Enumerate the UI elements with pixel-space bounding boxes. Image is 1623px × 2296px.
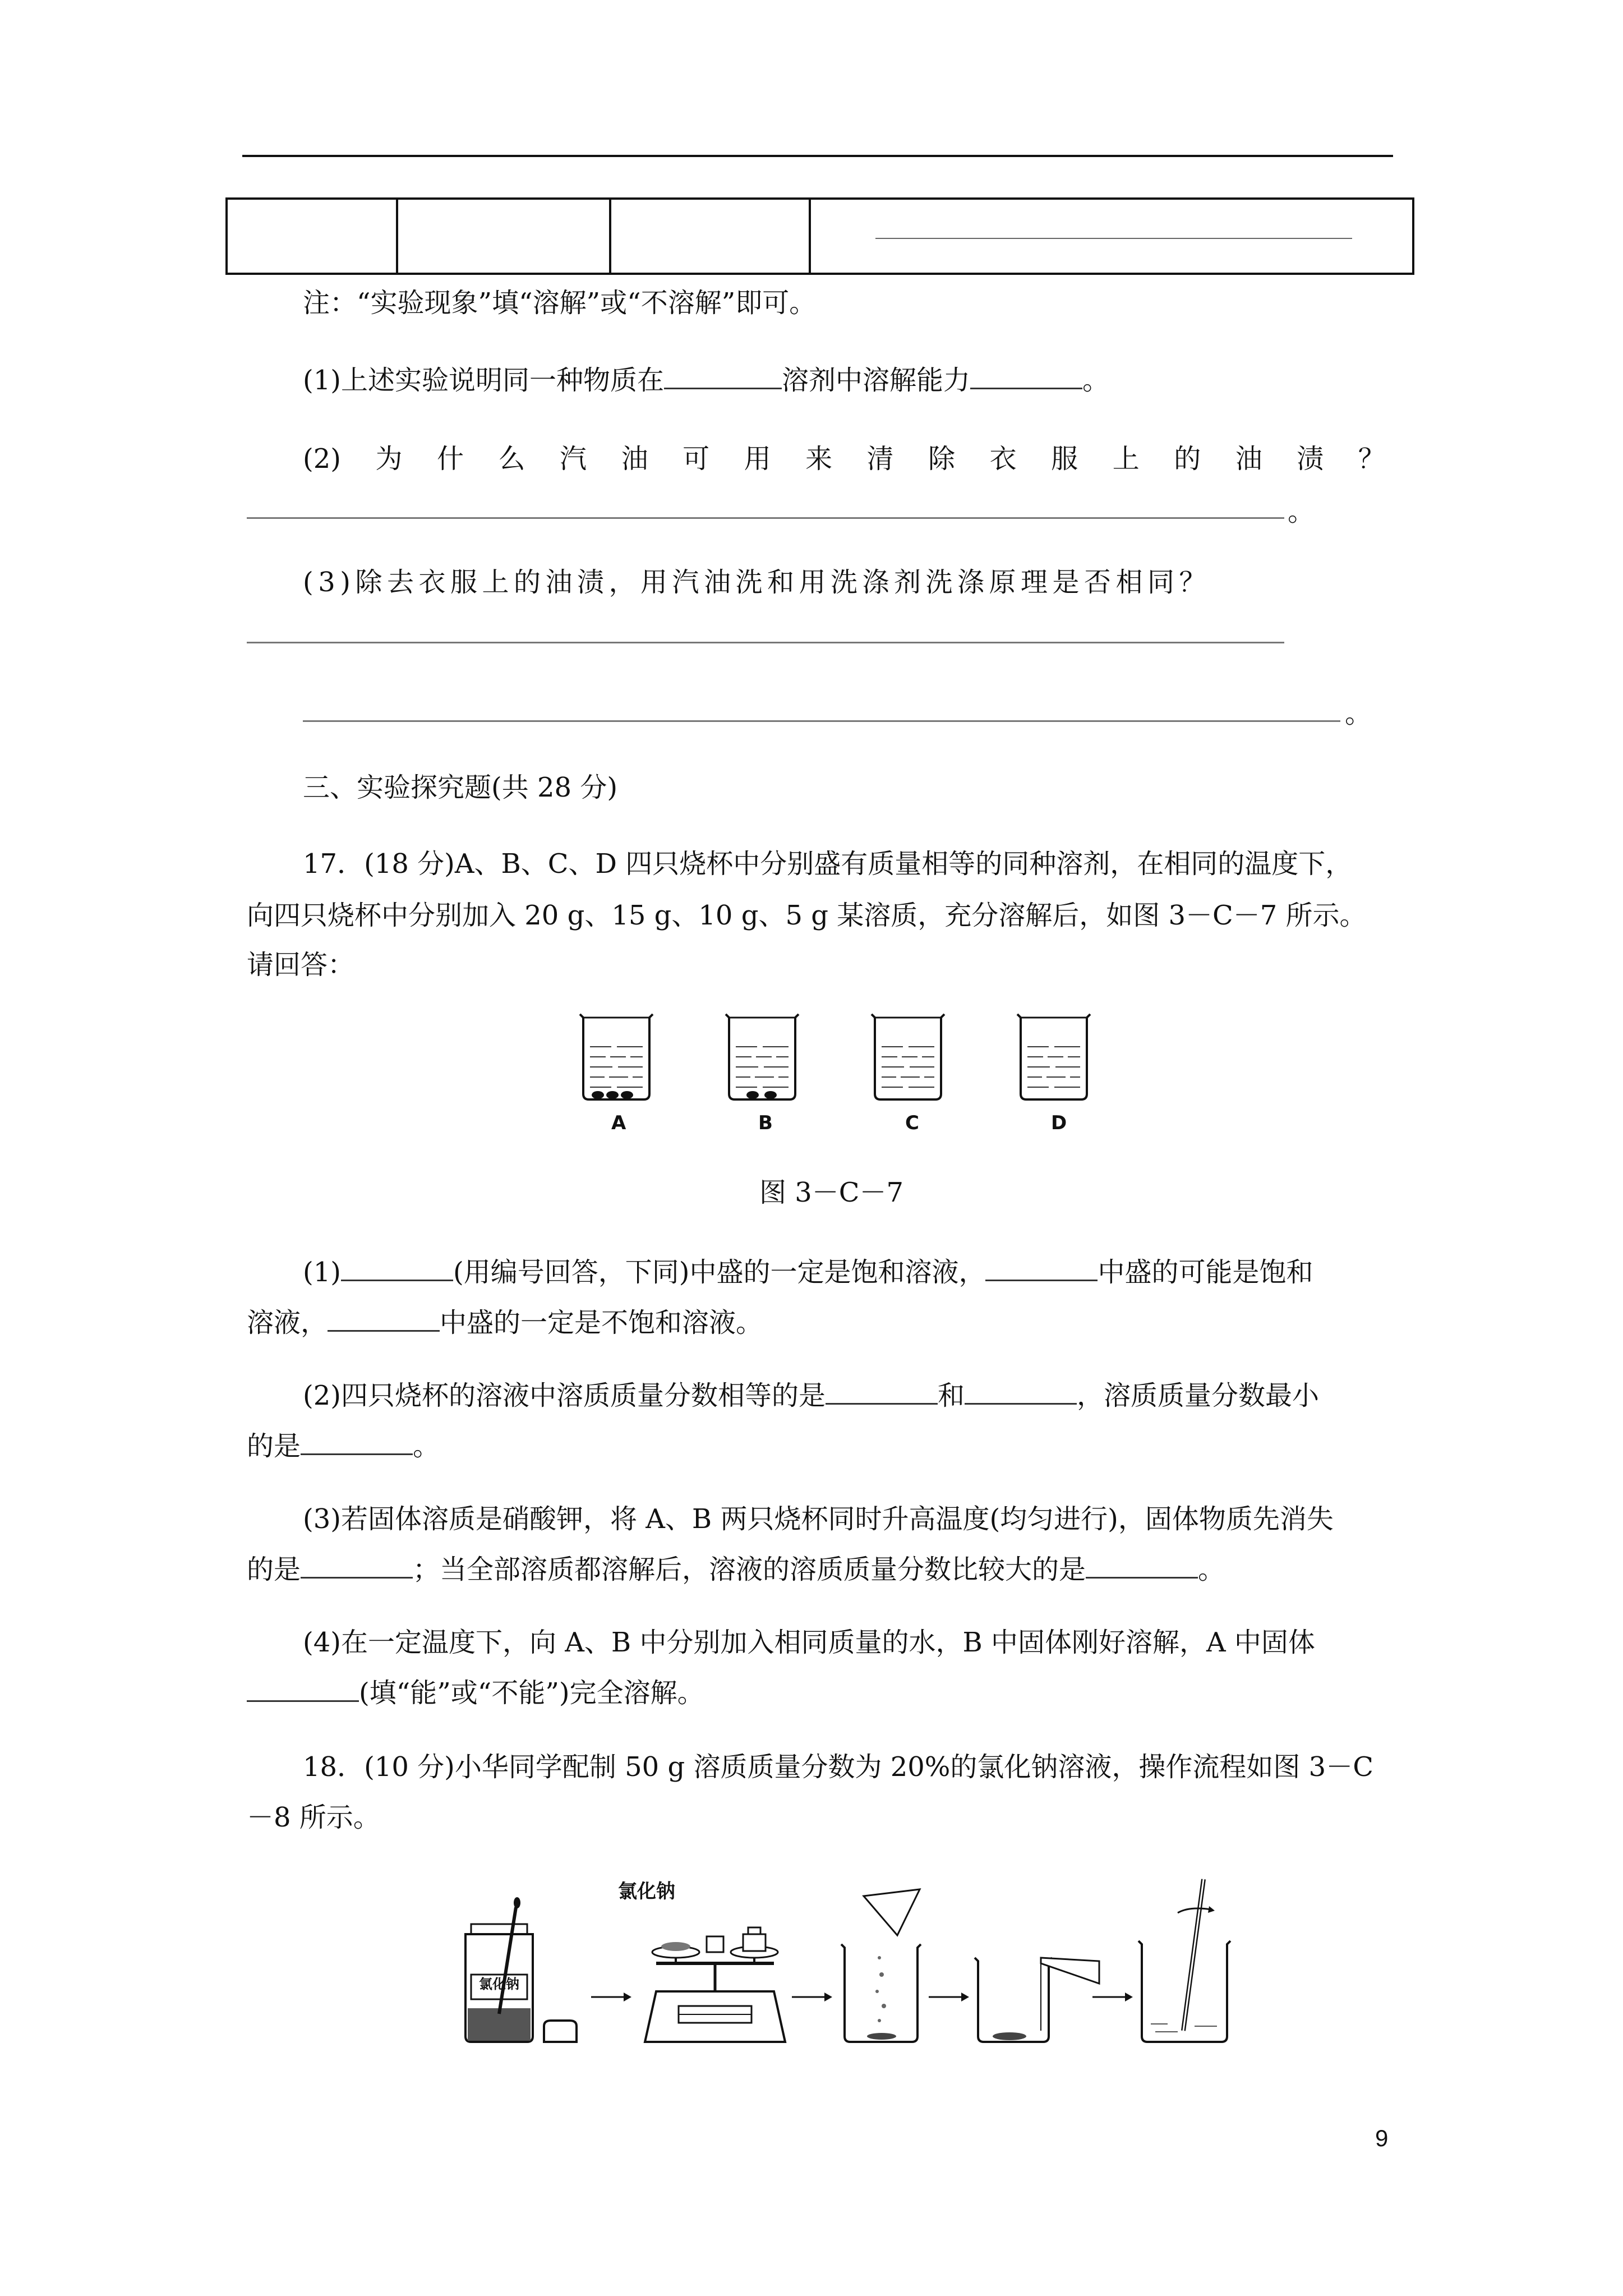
q16-part2-answer-line[interactable] [247, 517, 1284, 519]
beaker-b [726, 1014, 799, 1099]
reagent-jar [465, 1897, 533, 2042]
q17-text: ；当全部溶质都溶解后，溶液的溶质质量分数比较大的是 [413, 1554, 1086, 1585]
q17-text: (2)四只烧杯的溶液中溶质质量分数相等的是 [303, 1380, 826, 1411]
q16-part2-end: 。 [1288, 496, 1315, 527]
q17-part2-cont [247, 1428, 440, 1464]
balance-scale [645, 1927, 785, 2042]
q16-part2-char: 来 [805, 443, 833, 475]
answer-blank[interactable] [301, 1552, 413, 1579]
beaker-label-a: A [611, 1112, 626, 1134]
section-heading: 三、实验探究题(共 28 分) [303, 772, 618, 803]
q18-stem: －8 所示。 [247, 1802, 380, 1833]
q17-text: (1) [303, 1257, 341, 1288]
header-rule [242, 155, 1393, 157]
q17-text: (用编号回答，下同)中盛的一定是饱和溶液， [453, 1257, 986, 1288]
q16-part2-char: 么 [498, 443, 525, 475]
beaker-label-c: C [905, 1112, 919, 1134]
q17-part4: (4)在一定温度下，向 A、B 中分别加入相同质量的水，B 中固体刚好溶解，A 中固体 [303, 1627, 1315, 1658]
q17-text: 和 [938, 1380, 965, 1411]
arrow-icon [1092, 1993, 1133, 2001]
jar-label: 氯化钠 [479, 1976, 519, 1992]
answer-blank[interactable] [826, 1378, 938, 1405]
q17-stem: 请回答： [247, 949, 355, 981]
beaker-a [580, 1014, 653, 1099]
q17-text: 的是 [247, 1430, 301, 1462]
q17-part2 [303, 1378, 1319, 1414]
q17-stem: 17．(18 分)A、B、C、D 四只烧杯中分别盛有质量相等的同种溶剂，在相同的温度下， [303, 848, 1353, 880]
beaker-d [1017, 1014, 1090, 1099]
q16-part2-char: 的 [1174, 443, 1201, 475]
balance-label: 氯化钠 [618, 1880, 675, 1903]
q17-text: 中盛的一定是不饱和溶液。 [440, 1307, 763, 1338]
pouring-solid [841, 1889, 921, 2042]
q16-part1 [303, 362, 1109, 398]
q16-part2-char: (2) [303, 443, 341, 475]
q16-part2-char: 上 [1112, 443, 1140, 475]
q17-text: 。 [413, 1430, 440, 1462]
q16-part1-text: 溶剂中溶解能力 [782, 365, 971, 396]
q17-part1 [303, 1254, 1313, 1290]
experiment-table-fragment [225, 197, 1414, 275]
q17-part4-cont [247, 1675, 704, 1711]
answer-blank[interactable] [965, 1378, 1077, 1405]
q16-part2-char: 渍 [1297, 443, 1324, 475]
beaker-c [872, 1014, 944, 1099]
q17-text: 溶液， [247, 1307, 328, 1338]
q16-part2-char: ？ [1358, 443, 1385, 475]
table-column-divider [609, 200, 611, 273]
q16-part2-char: 用 [744, 443, 771, 475]
answer-blank[interactable] [1086, 1552, 1198, 1579]
answer-blank[interactable] [985, 1255, 1098, 1281]
q16-part2-question [303, 441, 1385, 477]
q16-part2-char: 服 [1051, 443, 1078, 475]
q17-text: 的是 [247, 1554, 301, 1585]
q16-part2-char: 汽 [560, 443, 587, 475]
q17-part3-cont [247, 1552, 1225, 1588]
answer-blank[interactable] [247, 1676, 359, 1702]
figure-caption: 图 3－C－7 [759, 1177, 904, 1208]
table-cell-answer-line [875, 238, 1352, 239]
q17-text: 中盛的可能是饱和 [1098, 1257, 1313, 1288]
q17-text: (填“能”或“不能”)完全溶解。 [359, 1677, 704, 1709]
page-number: 9 [1375, 2125, 1389, 2151]
answer-blank[interactable] [301, 1429, 413, 1455]
q16-part2-char: 油 [621, 443, 648, 475]
beaker-label-d: D [1051, 1112, 1067, 1134]
answer-blank[interactable] [664, 363, 782, 389]
table-note: 注：“实验现象”填“溶解”或“不溶解”即可。 [303, 287, 817, 319]
arrow-icon [929, 1993, 969, 2001]
stirring-beaker [1138, 1879, 1230, 2042]
q16-part2-char: 可 [683, 443, 710, 475]
table-column-divider [809, 200, 811, 273]
pouring-water [975, 1958, 1099, 2042]
beaker-label-b: B [758, 1112, 773, 1134]
table-column-divider [396, 200, 398, 273]
q17-stem: 向四只烧杯中分别加入 20 g、15 g、10 g、5 g 某溶质，充分溶解后，如图 3－C－7 所示。 [247, 900, 1367, 931]
q16-part1-text: (1)上述实验说明同一种物质在 [303, 365, 664, 396]
answer-blank[interactable] [341, 1255, 453, 1281]
q17-part1-cont [247, 1305, 763, 1341]
q17-part3: (3)若固体溶质是硝酸钾，将 A、B 两只烧杯同时升高温度(均匀进行)，固体物质先消失 [303, 1503, 1334, 1535]
q16-part2-char: 衣 [989, 443, 1017, 475]
q16-part3-end: 。 [1345, 698, 1372, 729]
q16-part3-question: (3)除去衣服上的油渍，用汽油洗和用洗涤剂洗涤原理是否相同？ [303, 567, 1211, 598]
answer-blank[interactable] [328, 1305, 440, 1332]
arrow-icon [792, 1993, 832, 2001]
q16-part3-answer-line[interactable] [303, 720, 1340, 722]
q16-part2-char: 什 [437, 443, 464, 475]
q17-text: 。 [1198, 1554, 1225, 1585]
q17-text: ，溶质质量分数最小 [1077, 1380, 1320, 1411]
q16-part3-answer-line[interactable] [247, 642, 1284, 643]
figure-process [460, 1874, 1256, 2053]
q16-part1-text: 。 [1082, 365, 1110, 396]
q16-part2-char: 清 [866, 443, 894, 475]
figure-beakers [578, 1010, 1116, 1150]
arrow-icon [591, 1993, 631, 2001]
answer-blank[interactable] [970, 363, 1082, 389]
q16-part2-char: 油 [1235, 443, 1262, 475]
q16-part2-char: 为 [375, 443, 403, 475]
q18-stem: 18．(10 分)小华同学配制 50 g 溶质质量分数为 20%的氯化钠溶液，操作流程如图 3－C [303, 1751, 1373, 1783]
jar-stopper [544, 2021, 577, 2042]
q16-part2-char: 除 [928, 443, 956, 475]
